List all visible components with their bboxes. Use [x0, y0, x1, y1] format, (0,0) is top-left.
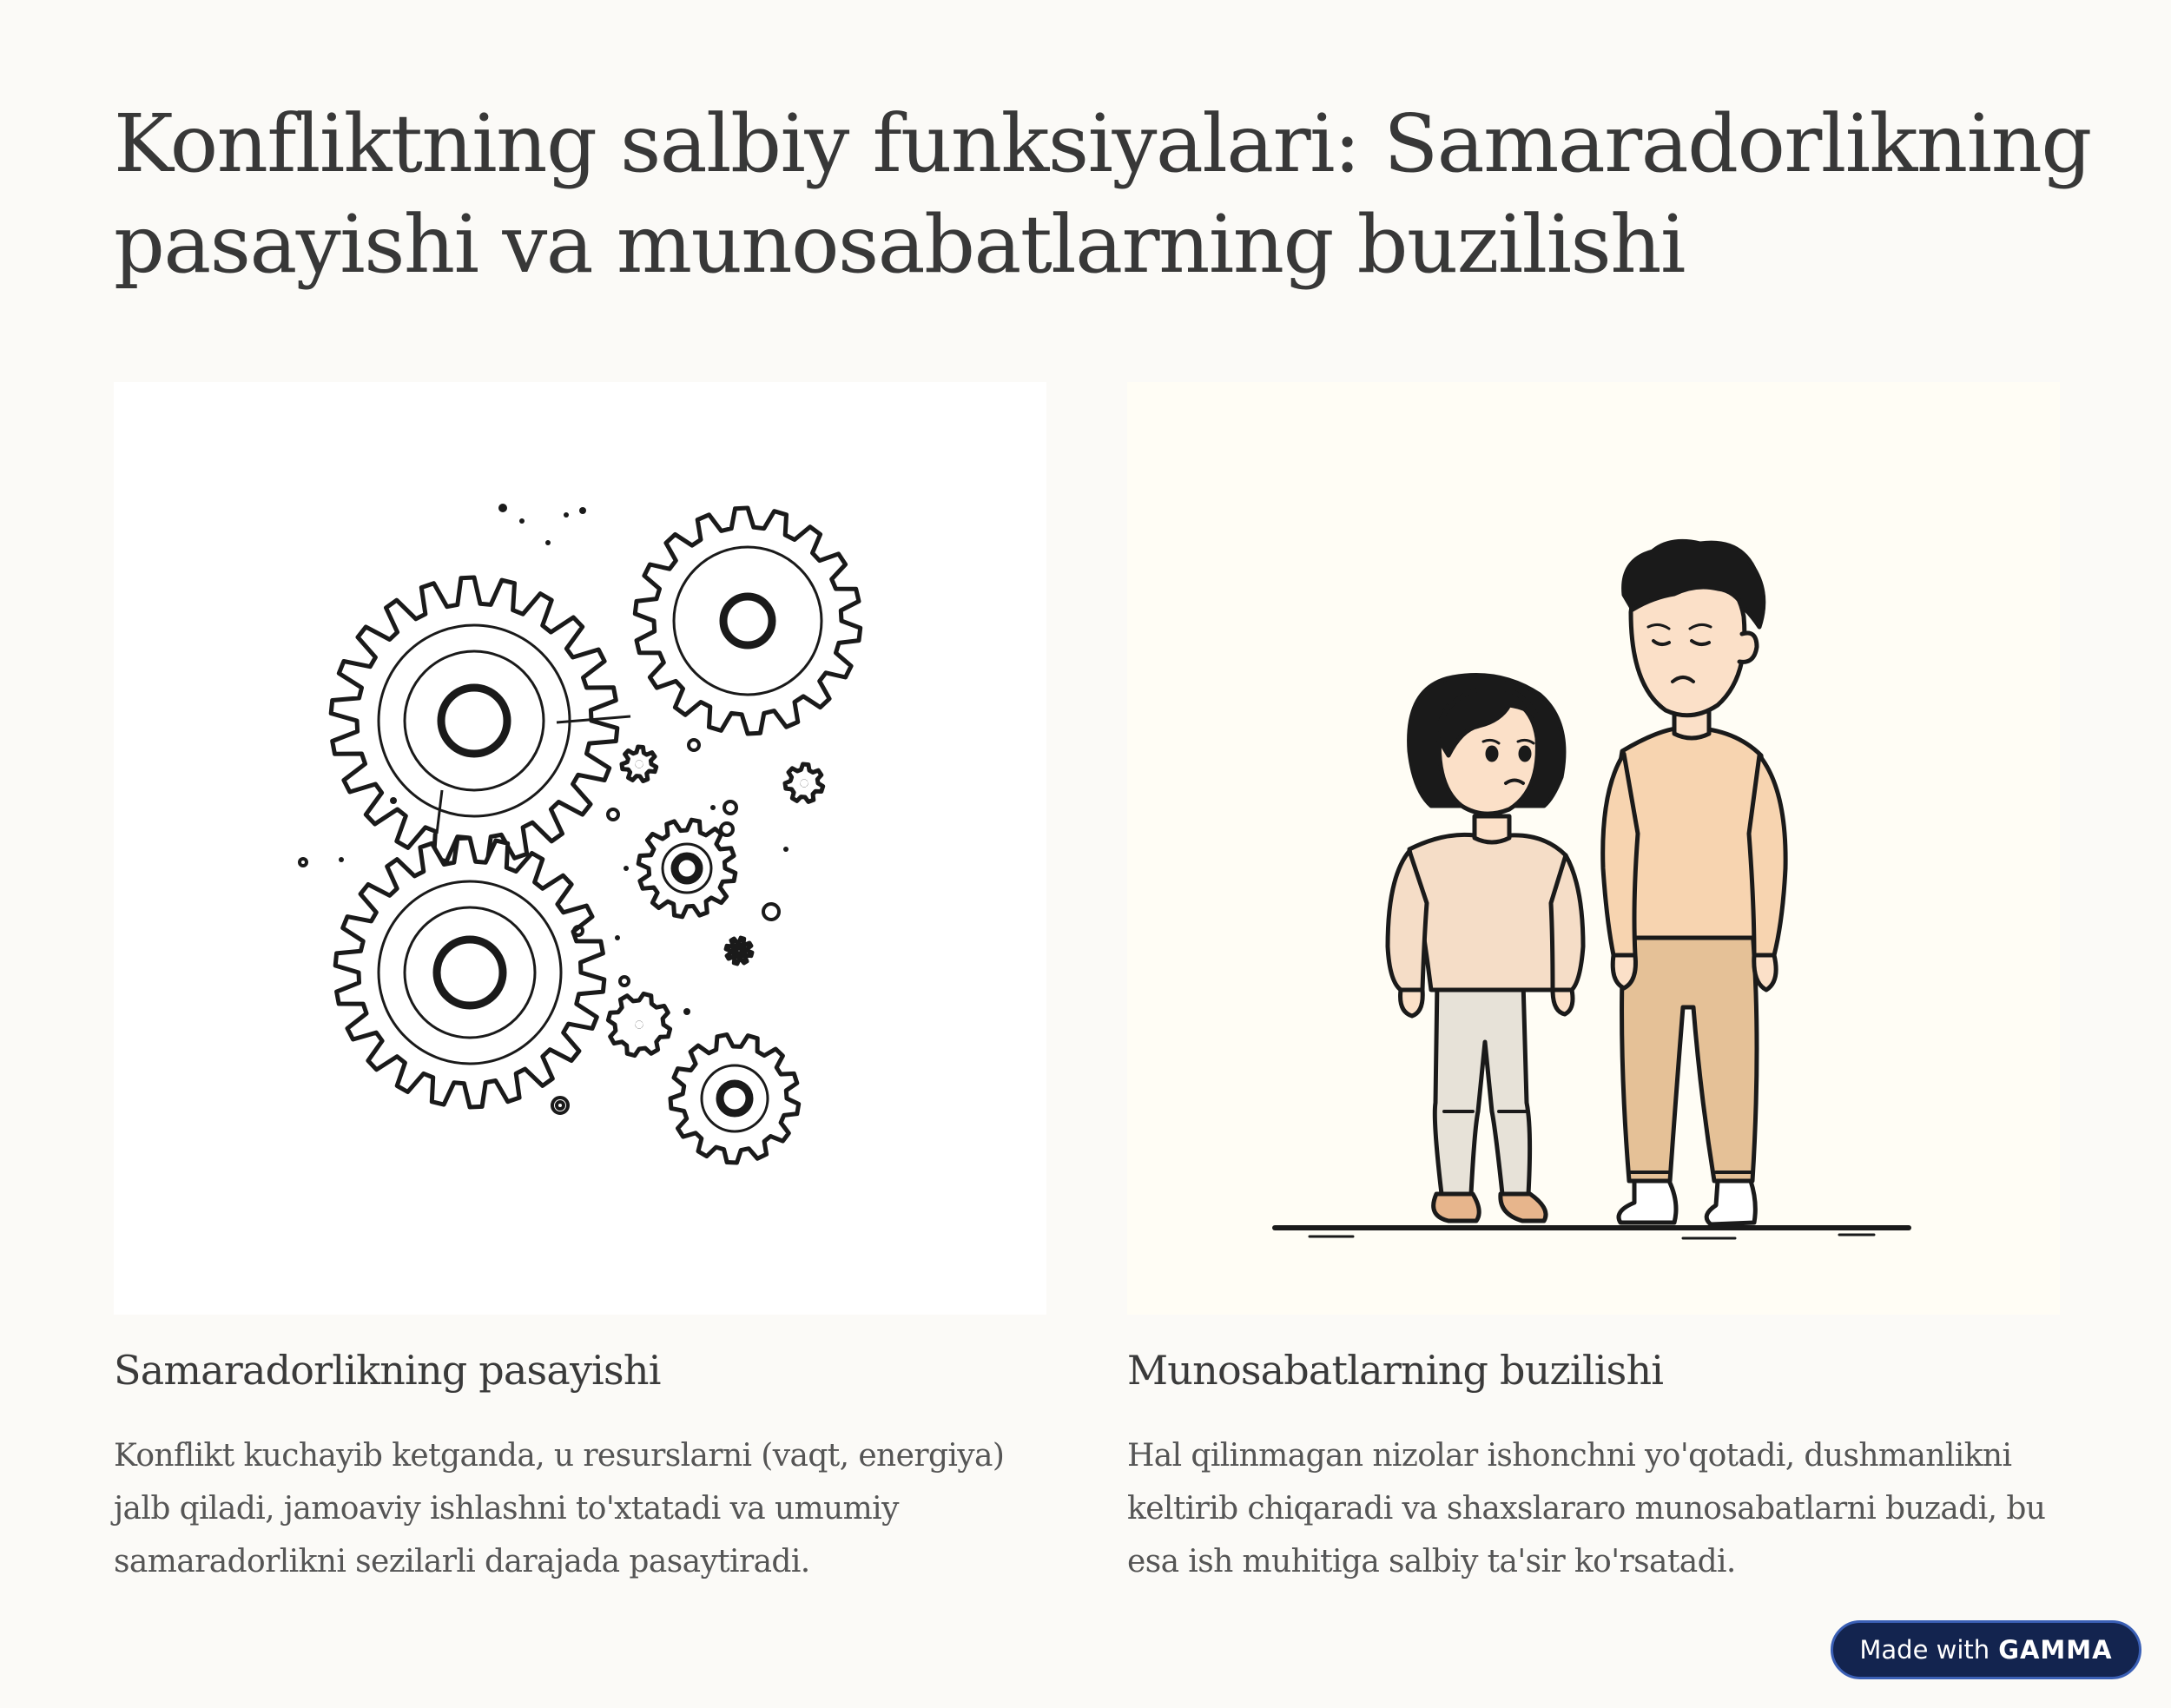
card-relationship-breakdown	[1127, 382, 2060, 1579]
card-image-people	[1127, 382, 2060, 1315]
card-productivity-decline	[114, 382, 1046, 1579]
page-title: Konfliktning salbiy funksiyalari: Samaradorlikning pasayishi va munosabatlarning buzilishi	[114, 97, 2091, 291]
made-with-gamma-badge[interactable]	[1831, 1620, 2141, 1679]
broken-gears-icon	[114, 382, 1046, 1315]
card-description: Konflikt kuchayib ketganda, u resurslarni (vaqt, energiya) jalb qiladi, jamoaviy ishlashni to'xtatadi va umumiy samaradorlikni sezilarli darajada pasaytiradi.	[114, 1438, 1005, 1579]
gamma-logo: GAMMA	[1998, 1635, 2113, 1665]
card-title: Samaradorlikning pasayishi	[114, 1347, 661, 1394]
card-image-gears	[114, 382, 1046, 1315]
card-title: Munosabatlarning buzilishi	[1127, 1347, 1664, 1394]
card-description: Hal qilinmagan nizolar ishonchni yo'qotadi, dushmanlikni keltirib chiqaradi va shaxslararo munosabatlarni buzadi, bu esa ish muhitiga salbiy ta'sir ko'rsatadi.	[1127, 1438, 2046, 1579]
badge-prefix: Made with	[1859, 1635, 1990, 1665]
sad-people-icon	[1127, 382, 2060, 1315]
